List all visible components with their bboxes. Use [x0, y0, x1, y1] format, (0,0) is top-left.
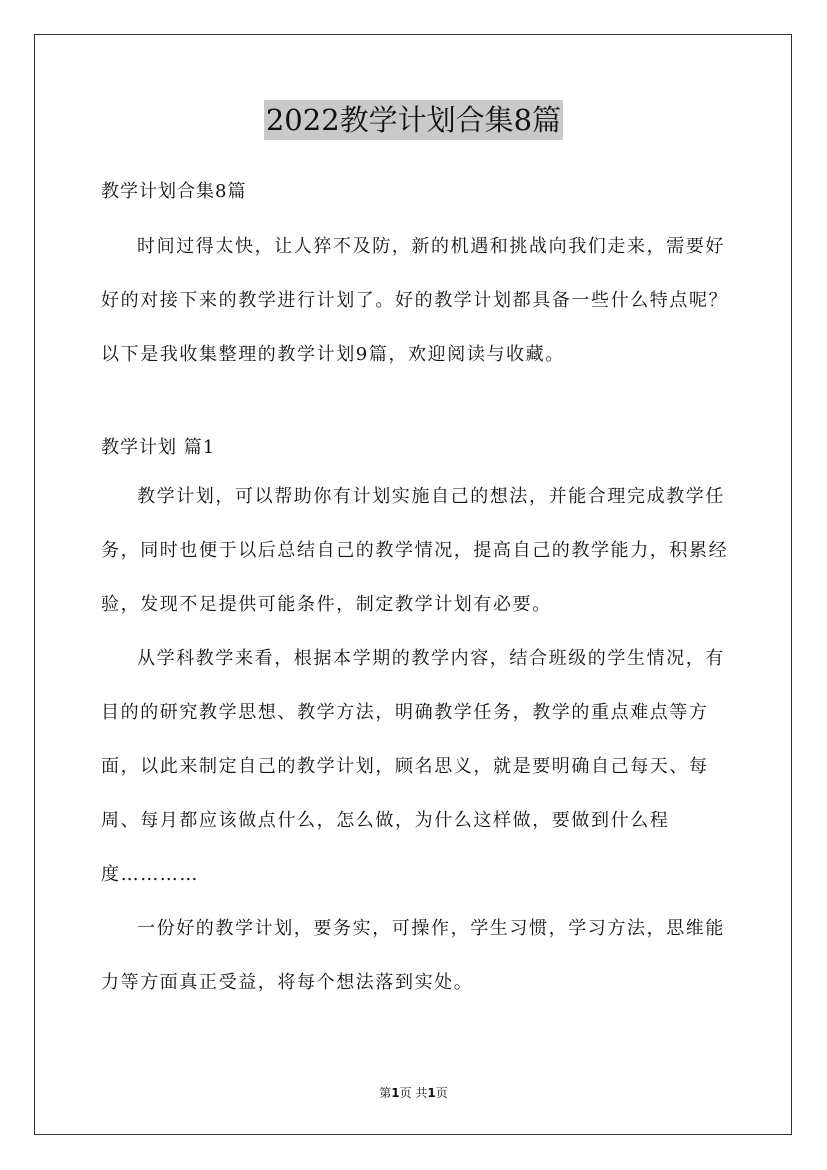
document-title	[0, 100, 827, 144]
footer-page-prefix: 第	[379, 1086, 392, 1100]
section-heading: 教学计划 篇1	[101, 437, 216, 458]
page-footer	[0, 1084, 827, 1101]
footer-page-total: 1	[427, 1086, 436, 1100]
footer-page-suffix: 页	[435, 1086, 448, 1100]
intro-paragraph: 时间过得太快，让人猝不及防，新的机遇和挑战向我们走来，需要好好的对接下来的教学进行计划了。好的教学计划都具备一些什么特点呢？以下是我收集整理的教学计划9篇，欢迎阅读与收藏。	[101, 236, 729, 365]
document-title-text: 2022教学计划合集8篇	[264, 100, 563, 140]
document-subtitle: 教学计划合集8篇	[101, 181, 247, 202]
body-paragraph-3: 一份好的教学计划，要务实，可操作，学生习惯，学习方法，思维能力等方面真正受益，将每个想法落到实处。	[101, 918, 725, 993]
body-paragraph-1: 教学计划，可以帮助你有计划实施自己的想法，并能合理完成教学任务，同时也便于以后总结自己的教学情况，提高自己的教学能力，积累经验，发现不足提供可能条件，制定教学计划有必要。	[101, 486, 729, 615]
body-paragraph-2: 从学科教学来看，根据本学期的教学内容，结合班级的学生情况，有目的的研究教学思想、教学方法，明确教学任务，教学的重点难点等方面，以此来制定自己的教学计划，顾名思义，就是要明确自己每天、每周、每月都应该做点什么，怎么做，为什么这样做，要做到什么程度…………	[101, 648, 725, 885]
footer-page-mid: 页 共	[399, 1086, 428, 1100]
footer-page-current: 1	[391, 1086, 400, 1100]
document-body	[101, 174, 741, 1010]
